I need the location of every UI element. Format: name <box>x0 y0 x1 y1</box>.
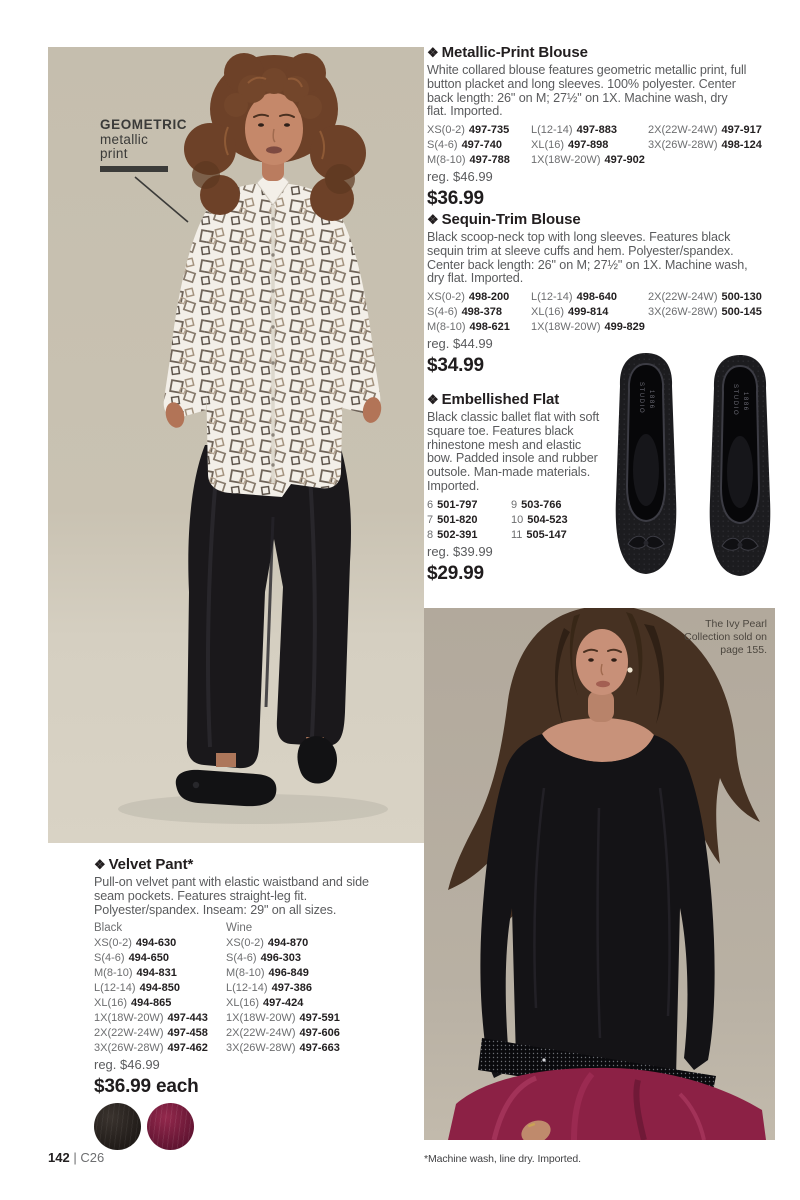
size-label: XS(0-2) <box>94 937 132 950</box>
size-label: L(12-14) <box>94 982 136 995</box>
size-label: 2X(22W-24W) <box>648 124 718 137</box>
size-label: S(4-6) <box>427 139 458 152</box>
item-number: 497-917 <box>721 124 762 137</box>
size-label: L(12-14) <box>531 291 573 304</box>
size-row <box>427 528 511 543</box>
size-row <box>226 951 358 966</box>
size-row <box>94 1011 226 1026</box>
size-column <box>427 123 531 168</box>
size-row <box>226 1026 358 1041</box>
callout-text-line2: metallic <box>100 131 149 147</box>
item-number: 497-663 <box>299 1042 340 1055</box>
diamond-bullet-icon: ❖ <box>427 392 439 407</box>
regular-price: reg. $44.99 <box>427 336 493 352</box>
item-number: 497-735 <box>468 124 510 137</box>
item-number: 494-870 <box>267 937 309 950</box>
size-row <box>511 513 568 528</box>
size-row <box>94 981 226 996</box>
size-row <box>94 996 226 1011</box>
ballet-flats-photo <box>598 348 788 592</box>
size-label: L(12-14) <box>226 982 268 995</box>
size-row <box>531 123 648 138</box>
size-row <box>226 996 358 1011</box>
size-row <box>648 290 762 305</box>
product-description: Pull-on velvet pant with elastic waistband and side seam pockets. Features straight-leg fit. Polyester/spandex. Inseam: 29" on all sizes. <box>94 875 369 917</box>
callout-geometric-print <box>100 118 240 172</box>
size-column <box>427 498 511 543</box>
product-velvet-pant <box>94 856 424 1150</box>
size-column <box>648 123 762 168</box>
size-label: M(8-10) <box>226 967 265 980</box>
product-description: White collared blouse features geometric metallic print, full button placket and long sleeves. 100% polyester. Center back length: 26" on M; 27½" on 1X. Machine wash, dry flat. Imported. <box>427 63 747 119</box>
size-table <box>94 921 424 1056</box>
size-label: XS(0-2) <box>427 124 465 137</box>
diamond-bullet-icon: ❖ <box>94 857 106 872</box>
size-list <box>94 936 226 1056</box>
sale-price: $36.99 <box>427 188 484 210</box>
size-label: XL(16) <box>531 306 565 319</box>
size-label: S(4-6) <box>427 306 458 319</box>
color-column-header: Black <box>94 922 123 935</box>
size-label: 10 <box>511 513 524 526</box>
product-title <box>427 391 627 408</box>
item-number: 497-902 <box>604 154 645 167</box>
size-label: XS(0-2) <box>427 291 465 304</box>
product-title-text: Embellished Flat <box>441 391 560 408</box>
size-row <box>648 123 762 138</box>
size-row <box>94 1026 226 1041</box>
ballet-flats-illustration <box>598 348 788 592</box>
product-description: Black classic ballet flat with soft square toe. Features black rhinestone mesh and elastic bow. Padded insole and rubber outsole. Man-made materials. Imported. <box>427 410 600 493</box>
size-label: M(8-10) <box>427 321 466 334</box>
size-label: 3X(26W-28W) <box>226 1042 296 1055</box>
size-label: 2X(22W-24W) <box>226 1027 296 1040</box>
size-label: 9 <box>511 498 518 511</box>
item-number: 500-145 <box>721 306 762 319</box>
item-number: 497-898 <box>568 139 609 152</box>
color-column-black <box>94 921 226 1056</box>
swatch-black <box>94 1103 141 1150</box>
size-row <box>94 936 226 951</box>
size-row <box>427 123 531 138</box>
item-number: 497-462 <box>167 1042 208 1055</box>
item-number: 498-621 <box>469 321 510 334</box>
size-row <box>94 951 226 966</box>
size-row <box>427 138 531 153</box>
regular-price: reg. $46.99 <box>94 1057 160 1073</box>
size-table <box>427 123 791 168</box>
sale-price: $36.99 each <box>94 1076 199 1098</box>
size-label: 3X(26W-28W) <box>94 1042 164 1055</box>
item-number: 497-591 <box>299 1012 340 1025</box>
callout-underline-bar <box>100 166 168 173</box>
size-label: 2X(22W-24W) <box>94 1027 164 1040</box>
size-row <box>226 966 358 981</box>
item-number: 501-797 <box>437 498 478 511</box>
product-embellished-flat <box>427 391 627 585</box>
product-title <box>427 44 791 61</box>
size-label: 1X(18W-20W) <box>94 1012 164 1025</box>
size-table <box>427 498 627 543</box>
item-number: 497-386 <box>271 982 312 995</box>
item-number: 500-130 <box>721 291 762 304</box>
right-photo-illustration <box>424 608 775 1140</box>
size-row <box>226 936 358 951</box>
size-row <box>511 528 568 543</box>
size-column <box>427 290 531 335</box>
swatch-wine <box>147 1103 194 1150</box>
size-row <box>427 305 531 320</box>
callout-pointer-line <box>128 174 198 229</box>
color-column-header: Wine <box>226 922 253 935</box>
size-row <box>427 290 531 305</box>
item-number: 494-650 <box>128 952 169 965</box>
size-label: XL(16) <box>94 997 128 1010</box>
size-row <box>531 305 648 320</box>
color-column-wine <box>226 921 358 1056</box>
callout-text-line3: print <box>100 146 128 161</box>
item-number: 502-391 <box>437 528 478 541</box>
diamond-bullet-icon: ❖ <box>427 45 439 60</box>
item-number: 497-424 <box>263 997 304 1010</box>
size-row <box>427 498 511 513</box>
product-title-text: Velvet Pant* <box>108 856 194 873</box>
size-label: 8 <box>427 528 434 541</box>
item-number: 496-849 <box>268 967 309 980</box>
item-number: 505-147 <box>526 528 567 541</box>
shoe-insole-brand-line2: 1886 <box>648 390 654 410</box>
size-label: 3X(26W-28W) <box>648 306 718 319</box>
size-row <box>226 981 358 996</box>
size-row <box>427 513 511 528</box>
regular-price: reg. $46.99 <box>427 169 493 185</box>
size-row <box>531 138 648 153</box>
size-label: XL(16) <box>531 139 565 152</box>
item-number: 503-766 <box>521 498 562 511</box>
size-row <box>94 966 226 981</box>
item-number: 499-814 <box>568 306 609 319</box>
item-number: 497-788 <box>469 154 510 167</box>
item-number: 497-458 <box>167 1027 208 1040</box>
size-column <box>531 123 648 168</box>
item-number: 497-606 <box>299 1027 340 1040</box>
item-number: 501-820 <box>437 513 478 526</box>
catalog-code: C26 <box>80 1150 105 1165</box>
size-row <box>648 305 762 320</box>
size-label: 1X(18W-20W) <box>226 1012 296 1025</box>
size-row <box>427 320 531 335</box>
product-title-text: Metallic-Print Blouse <box>441 44 588 61</box>
item-number: 498-378 <box>461 306 502 319</box>
size-row <box>226 1041 358 1056</box>
size-list <box>226 936 358 1056</box>
size-column <box>648 290 762 335</box>
model-photo-sequin-top <box>424 608 775 1140</box>
ivy-pearl-collection-note: The Ivy Pearl Collection sold on page 155. <box>684 618 767 656</box>
size-label: 2X(22W-24W) <box>648 291 718 304</box>
item-number: 497-740 <box>461 139 502 152</box>
item-number: 494-865 <box>131 997 172 1010</box>
size-row <box>648 138 762 153</box>
size-row <box>531 290 648 305</box>
product-title <box>427 211 791 228</box>
item-number: 494-831 <box>136 967 177 980</box>
product-title <box>94 856 424 873</box>
size-label: 1X(18W-20W) <box>531 321 601 334</box>
footer-separator: | <box>73 1150 77 1165</box>
item-number: 496-303 <box>260 952 301 965</box>
item-number: 499-829 <box>604 321 645 334</box>
size-label: S(4-6) <box>94 952 125 965</box>
shoe-insole-brand-line1: STUDIO <box>638 382 644 415</box>
size-label: S(4-6) <box>226 952 257 965</box>
size-label: XL(16) <box>226 997 260 1010</box>
item-number: 497-883 <box>576 124 617 137</box>
item-number: 498-124 <box>721 139 762 152</box>
size-label: 6 <box>427 498 434 511</box>
care-footnote: *Machine wash, line dry. Imported. <box>424 1153 581 1165</box>
product-description: Black scoop-neck top with long sleeves. Features black sequin trim at sleeve cuffs and hem. Polyester/spandex. Center back length: 26" on M; 27½" on 1X. Machine wash, dry flat. Imported. <box>427 230 748 286</box>
item-number: 504-523 <box>527 513 568 526</box>
size-row <box>511 498 568 513</box>
sale-price: $34.99 <box>427 355 484 377</box>
size-row <box>226 1011 358 1026</box>
item-number: 498-200 <box>468 291 510 304</box>
size-row <box>531 153 648 168</box>
diamond-bullet-icon: ❖ <box>427 212 439 227</box>
product-title-text: Sequin-Trim Blouse <box>441 211 581 228</box>
size-column <box>531 290 648 335</box>
page-footer <box>48 1150 104 1165</box>
size-label: L(12-14) <box>531 124 573 137</box>
item-number: 494-630 <box>135 937 177 950</box>
size-label: 3X(26W-28W) <box>648 139 718 152</box>
model-photo-metallic-blouse <box>48 47 424 843</box>
color-swatches <box>94 1103 424 1150</box>
sale-price: $29.99 <box>427 562 484 584</box>
size-label: 1X(18W-20W) <box>531 154 601 167</box>
size-label: M(8-10) <box>94 967 133 980</box>
size-row <box>531 320 648 335</box>
size-label: XS(0-2) <box>226 937 264 950</box>
page-number: 142 <box>48 1150 70 1165</box>
size-row <box>427 153 531 168</box>
size-label: 11 <box>511 528 523 541</box>
callout-text-line1: GEOMETRIC <box>100 117 188 132</box>
size-table <box>427 290 791 335</box>
size-label: 7 <box>427 513 434 526</box>
product-metallic-print-blouse <box>427 44 791 210</box>
item-number: 494-850 <box>139 982 180 995</box>
size-label: M(8-10) <box>427 154 466 167</box>
item-number: 497-443 <box>167 1012 208 1025</box>
size-column <box>511 498 568 543</box>
size-row <box>94 1041 226 1056</box>
item-number: 498-640 <box>576 291 617 304</box>
regular-price: reg. $39.99 <box>427 543 493 559</box>
